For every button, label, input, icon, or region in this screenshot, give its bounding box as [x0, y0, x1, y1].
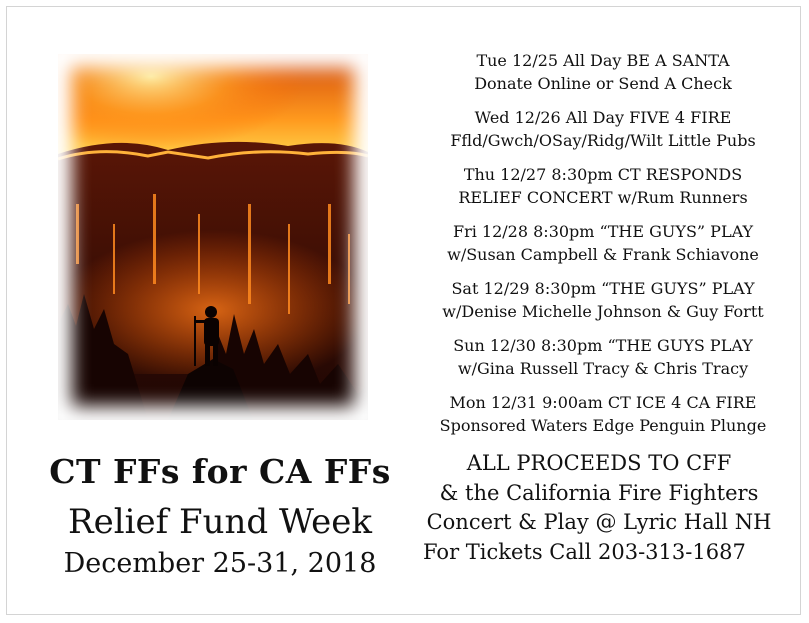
subheadline: Relief Fund Week: [68, 502, 372, 542]
event-title: Tue 12/25 All Day BE A SANTA: [476, 51, 730, 70]
event-item: [418, 220, 788, 266]
wildfire-illustration: [58, 54, 368, 420]
event-detail: w/Gina Russell Tracy & Chris Tracy: [457, 359, 749, 378]
event-detail: Ffld/Gwch/OSay/Ridg/Wilt Little Pubs: [450, 131, 756, 150]
proceeds-info: [418, 449, 780, 567]
event-detail: RELIEF CONCERT w/Rum Runners: [458, 188, 748, 207]
date-range: December 25-31, 2018: [63, 548, 377, 579]
event-item: [418, 106, 788, 152]
event-schedule: [418, 49, 788, 448]
event-item: [418, 49, 788, 95]
event-title: Mon 12/31 9:00am CT ICE 4 CA FIRE: [449, 393, 757, 412]
event-title: Thu 12/27 8:30pm CT RESPONDS: [463, 165, 743, 184]
ticket-phone-line: For Tickets Call 203-313-1687: [423, 539, 746, 564]
event-title: Sun 12/30 8:30pm “THE GUYS PLAY: [453, 336, 753, 355]
event-detail: w/Susan Campbell & Frank Schiavone: [447, 245, 759, 264]
event-item: [418, 277, 788, 323]
event-item: [418, 163, 788, 209]
event-detail: w/Denise Michelle Johnson & Guy Fortt: [442, 302, 764, 321]
event-item: [418, 391, 788, 437]
event-title: Sat 12/29 8:30pm “THE GUYS” PLAY: [451, 279, 755, 298]
event-title: Fri 12/28 8:30pm “THE GUYS” PLAY: [452, 222, 754, 241]
beneficiary-line: & the California Fire Fighters: [439, 480, 759, 505]
event-detail: Donate Online or Send A Check: [474, 74, 732, 93]
wildfire-photo: [58, 54, 368, 420]
event-detail: Sponsored Waters Edge Penguin Plunge: [439, 416, 767, 435]
event-item: [418, 334, 788, 380]
headline: CT FFs for CA FFs: [49, 452, 391, 491]
event-title: Wed 12/26 All Day FIVE 4 FIRE: [474, 108, 732, 127]
venue-line: Concert & Play @ Lyric Hall NH: [426, 510, 772, 534]
proceeds-line: ALL PROCEEDS TO CFF: [466, 451, 732, 475]
